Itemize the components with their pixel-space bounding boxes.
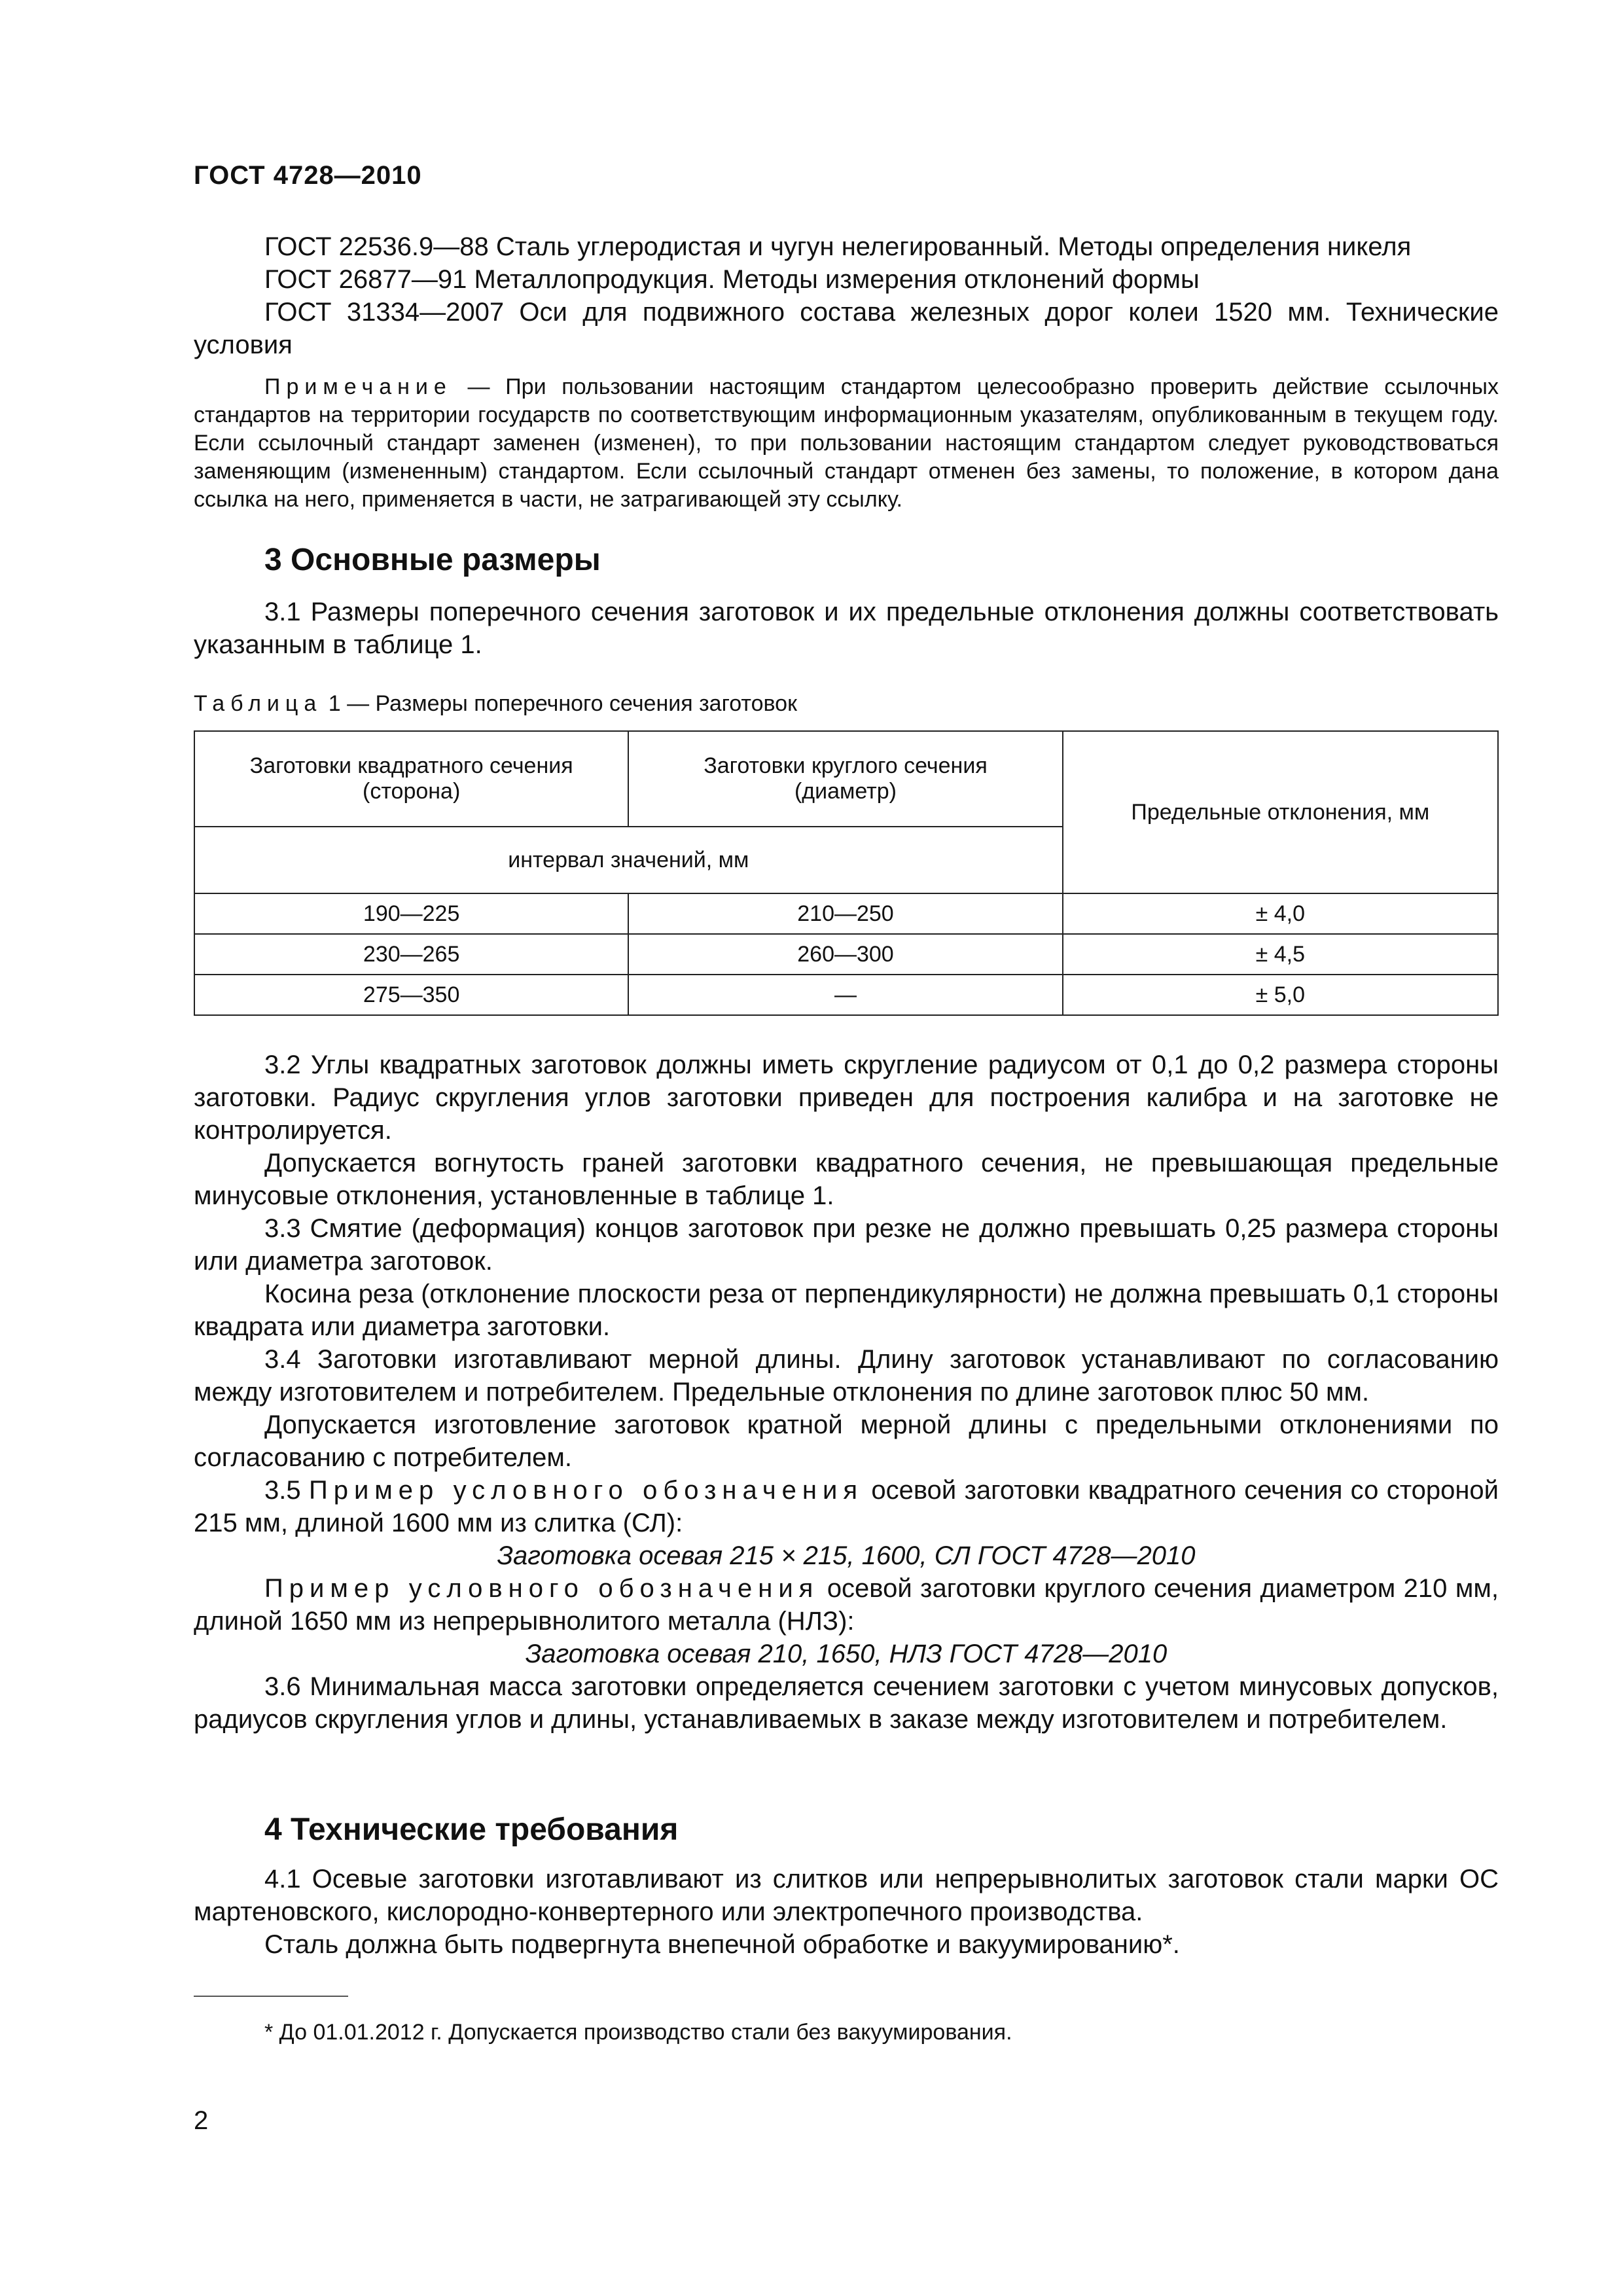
table-row: [194, 934, 1498, 975]
table-header-deviation: Предельные отклонения, мм: [1063, 731, 1498, 893]
table-caption-text: 1 — Размеры поперечного сечения заготовок: [322, 691, 797, 716]
paragraph-3-5-number: 3.5: [264, 1476, 309, 1505]
footnote: * До 01.01.2012 г. Допускается производство стали без вакуумирования.: [264, 2020, 1012, 2045]
paragraph-3-5-round-text: осевой заготовки круглого сечения диаметром 210 мм, длиной 1650 мм из непрерывнолитого металла (НЛЗ):: [194, 1574, 1499, 1636]
paragraph-3-1-block: [194, 596, 1499, 661]
paragraph-3-3: 3.3 Смятие (деформация) концов заготовок при резке не должно превышать 0,25 размера стороны или диаметра заготовок.: [194, 1214, 1499, 1276]
designation-example-square: Заготовка осевая 215 × 215, 1600, СЛ ГОСТ 4728—2010: [497, 1541, 1196, 1570]
designation-example-round: Заготовка осевая 210, 1650, НЛЗ ГОСТ 4728—2010: [525, 1640, 1168, 1668]
paragraph-3-5-round-term: Пример условного обозначения: [264, 1574, 819, 1603]
paragraph-3-4: 3.4 Заготовки изготавливают мерной длины. Длину заготовок устанавливают по согласованию между изготовителем и потребителем. Предельные отклонения по длине заготовок плюс 50 мм.: [194, 1345, 1499, 1407]
table-cell: ± 4,0: [1063, 893, 1498, 934]
table-caption-label: Таблица: [194, 691, 323, 716]
paragraph-3-3-cut: Косина реза (отклонение плоскости реза от перпендикулярности) не должна превышать 0,1 стороны квадрата или диаметра заготовки.: [194, 1280, 1499, 1341]
section-3-heading: 3 Основные размеры: [264, 543, 601, 577]
section-4-body: [194, 1863, 1499, 1961]
table-header-round: Заготовки круглого сечения (диаметр): [628, 731, 1062, 827]
paragraph-3-5: [194, 1474, 1499, 1539]
reference-item: ГОСТ 26877—91 Металлопродукция. Методы измерения отклонений формы: [264, 265, 1200, 294]
note-label: Примечание: [264, 374, 452, 399]
paragraph-3-1: 3.1 Размеры поперечного сечения заготовок и их предельные отклонения должны соответствовать указанным в таблице 1.: [194, 598, 1499, 659]
table-caption: [194, 691, 797, 717]
paragraph-3-5-term: Пример условного обозначения: [308, 1476, 864, 1505]
reference-item: ГОСТ 31334—2007 Оси для подвижного состава железных дорог колеи 1520 мм. Технические условия: [194, 298, 1499, 359]
note-text: — При пользовании настоящим стандартом целесообразно проверить действие ссылочных стандартов на территории государств по соответствующим информационным указателям, опубликованным в текущем году. Если ссылочный стандарт заменен (изменен), то при пользовании настоящим стандартом следует руководствоваться заменяющим (измененным) стандартом. Если ссылочный стандарт отменен без замены, то положение, в котором дана ссылка на него, применяется в части, не затрагивающей эту ссылку.: [194, 374, 1499, 512]
table-cell: —: [628, 975, 1062, 1015]
section-3-body: [194, 1049, 1499, 1736]
paragraph-3-5-round: [194, 1572, 1499, 1638]
table-cell: 210—250: [628, 893, 1062, 934]
paragraph-4-1: 4.1 Осевые заготовки изготавливают из слитков или непрерывнолитых заготовок стали марки ОС мартеновского, кислородно-конвертерного или электропечного производства.: [194, 1865, 1499, 1926]
footnote-separator: [194, 1996, 348, 1997]
references-block: [194, 230, 1499, 361]
table-cell: 230—265: [194, 934, 628, 975]
dimensions-table: [194, 730, 1499, 1016]
paragraph-4-1-treatment: Сталь должна быть подвергнута внепечной обработке и вакуумированию*.: [264, 1930, 1180, 1959]
table-subheader: интервал значений, мм: [194, 827, 1063, 893]
table-row: [194, 975, 1498, 1015]
table-cell: 275—350: [194, 975, 628, 1015]
table-cell: 260—300: [628, 934, 1062, 975]
section-4-heading: 4 Технические требования: [264, 1812, 679, 1847]
table-header-square: Заготовки квадратного сечения (сторона): [194, 731, 628, 827]
table-row: [194, 893, 1498, 934]
reference-item: ГОСТ 22536.9—88 Сталь углеродистая и чугун нелегированный. Методы определения никеля: [264, 232, 1412, 261]
paragraph-3-5-text: осевой заготовки квадратного сечения со стороной 215 мм, длиной 1600 мм из слитка (СЛ):: [194, 1476, 1499, 1537]
paragraph-3-2-concavity: Допускается вогнутость граней заготовки квадратного сечения, не превышающая предельные минусовые отклонения, установленные в таблице 1.: [194, 1149, 1499, 1210]
paragraph-3-2: 3.2 Углы квадратных заготовок должны иметь скругление радиусом от 0,1 до 0,2 размера стороны заготовки. Радиус скругления углов заготовки приведен для построения калибра и на заготовке не контролируется.: [194, 1050, 1499, 1145]
table-cell: ± 4,5: [1063, 934, 1498, 975]
paragraph-3-4-multiple: Допускается изготовление заготовок кратной мерной длины с предельными отклонениями по согласованию с потребителем.: [194, 1410, 1499, 1472]
document-header: ГОСТ 4728—2010: [194, 161, 422, 190]
table-cell: 190—225: [194, 893, 628, 934]
paragraph-3-6: 3.6 Минимальная масса заготовки определяется сечением заготовки с учетом минусовых допусков, радиусов скругления углов и длины, устанавливаемых в заказе между изготовителем и потребителем.: [194, 1672, 1499, 1734]
table-cell: ± 5,0: [1063, 975, 1498, 1015]
page-number: 2: [194, 2106, 209, 2135]
note-paragraph: [194, 373, 1499, 514]
